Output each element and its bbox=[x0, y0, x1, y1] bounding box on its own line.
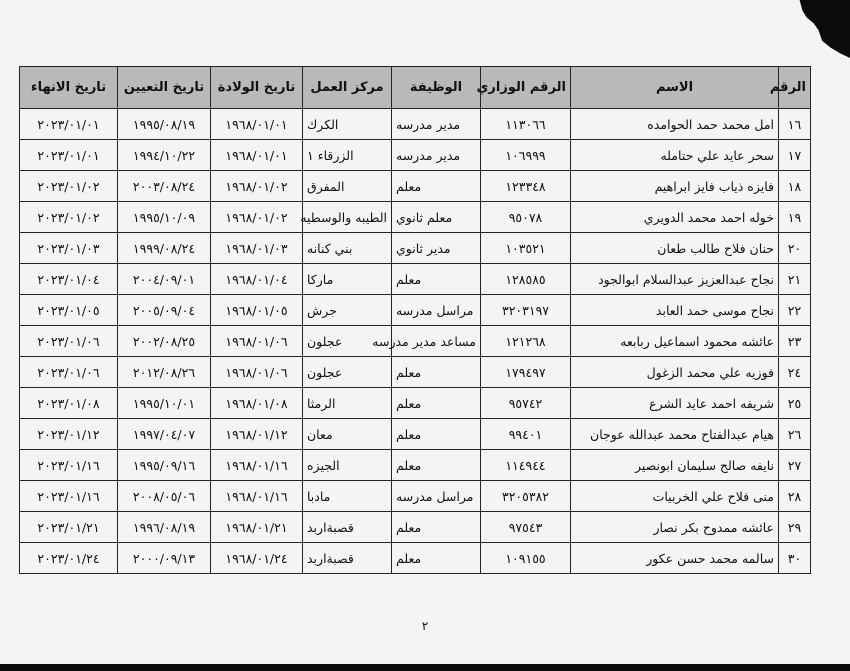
row-number: ٣٠ bbox=[779, 543, 811, 574]
ministry-id: ١٢٨٥٨٥ bbox=[481, 264, 571, 295]
work-center: جرش bbox=[303, 295, 392, 326]
end-date: ٢٠٢٣/٠١/٠٨ bbox=[20, 388, 118, 419]
table-row bbox=[20, 233, 811, 264]
table-row bbox=[20, 357, 811, 388]
employee-name: سحر عايد علي حتامله bbox=[571, 140, 779, 171]
table-row bbox=[20, 140, 811, 171]
job-title: معلم bbox=[392, 357, 481, 388]
appointment-date: ١٩٩٤/١٠/٢٢ bbox=[118, 140, 211, 171]
row-number: ٢٠ bbox=[779, 233, 811, 264]
job-title: مدير ثانوي bbox=[392, 233, 481, 264]
ministry-id: ١٧٩٤٩٧ bbox=[481, 357, 571, 388]
employee-name: نايفه صالح سليمان ابونصير bbox=[571, 450, 779, 481]
row-number: ٢٣ bbox=[779, 326, 811, 357]
end-date: ٢٠٢٣/٠١/٢٤ bbox=[20, 543, 118, 574]
appointment-date: ١٩٩٩/٠٨/٢٤ bbox=[118, 233, 211, 264]
row-number: ٢٦ bbox=[779, 419, 811, 450]
job-title: معلم bbox=[392, 543, 481, 574]
end-date: ٢٠٢٣/٠١/١٦ bbox=[20, 450, 118, 481]
appointment-date: ١٩٩٥/١٠/٠٩ bbox=[118, 202, 211, 233]
table-row bbox=[20, 326, 811, 357]
end-date: ٢٠٢٣/٠١/٠٦ bbox=[20, 357, 118, 388]
birth-date: ١٩٦٨/٠١/٠٦ bbox=[211, 326, 303, 357]
birth-date: ١٩٦٨/٠١/٠٨ bbox=[211, 388, 303, 419]
ministry-id: ١٠٣٥٢١ bbox=[481, 233, 571, 264]
table-row bbox=[20, 295, 811, 326]
row-number: ١٦ bbox=[779, 109, 811, 140]
work-center: معان bbox=[303, 419, 392, 450]
job-title: معلم ثانوي bbox=[392, 202, 481, 233]
header-number: الرقم bbox=[779, 67, 811, 109]
employee-name: عائشه ممدوح بكر نصار bbox=[571, 512, 779, 543]
table-row bbox=[20, 481, 811, 512]
birth-date: ١٩٦٨/٠١/٢٤ bbox=[211, 543, 303, 574]
birth-date: ١٩٦٨/٠١/١٦ bbox=[211, 450, 303, 481]
job-title: مراسل مدرسه bbox=[392, 295, 481, 326]
employee-name: عائشه محمود اسماعيل ربابعه bbox=[571, 326, 779, 357]
row-number: ١٨ bbox=[779, 171, 811, 202]
end-date: ٢٠٢٣/٠١/٠٣ bbox=[20, 233, 118, 264]
employee-name: فوزيه علي محمد الزغول bbox=[571, 357, 779, 388]
ministry-id: ٣٢٠٣١٩٧ bbox=[481, 295, 571, 326]
appointment-date: ١٩٩٥/٠٩/١٦ bbox=[118, 450, 211, 481]
birth-date: ١٩٦٨/٠١/٠٢ bbox=[211, 202, 303, 233]
ministry-id: ١١٣٠٦٦ bbox=[481, 109, 571, 140]
job-title: معلم bbox=[392, 419, 481, 450]
birth-date: ١٩٦٨/٠١/٠١ bbox=[211, 140, 303, 171]
end-date: ٢٠٢٣/٠١/٢١ bbox=[20, 512, 118, 543]
appointment-date: ٢٠٠٣/٠٨/٢٤ bbox=[118, 171, 211, 202]
birth-date: ١٩٦٨/٠١/١٦ bbox=[211, 481, 303, 512]
header-work-center: مركز العمل bbox=[303, 67, 392, 109]
table-row bbox=[20, 171, 811, 202]
end-date: ٢٠٢٣/٠١/٠٢ bbox=[20, 171, 118, 202]
row-number: ٢٢ bbox=[779, 295, 811, 326]
employee-name: خوله احمد محمد الدويري bbox=[571, 202, 779, 233]
row-number: ٢٨ bbox=[779, 481, 811, 512]
header-end-date: تاريخ الانهاء bbox=[20, 67, 118, 109]
ministry-id: ٩٩٤٠١ bbox=[481, 419, 571, 450]
job-title: معلم bbox=[392, 171, 481, 202]
row-number: ١٩ bbox=[779, 202, 811, 233]
table-row bbox=[20, 543, 811, 574]
table-row bbox=[20, 264, 811, 295]
work-center: مادبا bbox=[303, 481, 392, 512]
ministry-id: ١٠٩١٥٥ bbox=[481, 543, 571, 574]
appointment-date: ١٩٩٥/١٠/٠١ bbox=[118, 388, 211, 419]
end-date: ٢٠٢٣/٠١/١٦ bbox=[20, 481, 118, 512]
work-center: قصبةاربد bbox=[303, 543, 392, 574]
end-date: ٢٠٢٣/٠١/٠١ bbox=[20, 109, 118, 140]
appointment-date: ٢٠٠٠/٠٩/١٣ bbox=[118, 543, 211, 574]
work-center: الزرقاء ١ bbox=[303, 140, 392, 171]
birth-date: ١٩٦٨/٠١/٠٣ bbox=[211, 233, 303, 264]
work-center: الطيبه والوسطيه bbox=[303, 202, 392, 233]
end-date: ٢٠٢٣/٠١/٠٥ bbox=[20, 295, 118, 326]
row-number: ٢٤ bbox=[779, 357, 811, 388]
row-number: ٢٩ bbox=[779, 512, 811, 543]
scan-corner-blot bbox=[780, 0, 850, 58]
job-title: مدير مدرسه bbox=[392, 109, 481, 140]
header-appointment-date: تاريخ التعيين bbox=[118, 67, 211, 109]
ministry-id: ٣٢٠٥٣٨٢ bbox=[481, 481, 571, 512]
end-date: ٢٠٢٣/٠١/٠٢ bbox=[20, 202, 118, 233]
birth-date: ١٩٦٨/٠١/٠٢ bbox=[211, 171, 303, 202]
row-number: ٢٧ bbox=[779, 450, 811, 481]
end-date: ٢٠٢٣/٠١/٠١ bbox=[20, 140, 118, 171]
table-row bbox=[20, 512, 811, 543]
birth-date: ١٩٦٨/٠١/٢١ bbox=[211, 512, 303, 543]
row-number: ١٧ bbox=[779, 140, 811, 171]
ministry-id: ٩٥٠٧٨ bbox=[481, 202, 571, 233]
birth-date: ١٩٦٨/٠١/٠٦ bbox=[211, 357, 303, 388]
employee-name: حنان فلاح طالب طعان bbox=[571, 233, 779, 264]
scan-bottom-edge bbox=[0, 664, 850, 671]
ministry-id: ١٠٦٩٩٩ bbox=[481, 140, 571, 171]
work-center: المفرق bbox=[303, 171, 392, 202]
work-center: بني كنانه bbox=[303, 233, 392, 264]
work-center: الجيزه bbox=[303, 450, 392, 481]
employee-name: منى فلاح علي الخربيات bbox=[571, 481, 779, 512]
end-date: ٢٠٢٣/٠١/٠٦ bbox=[20, 326, 118, 357]
work-center: الكرك bbox=[303, 109, 392, 140]
end-date: ٢٠٢٣/٠١/١٢ bbox=[20, 419, 118, 450]
end-date: ٢٠٢٣/٠١/٠٤ bbox=[20, 264, 118, 295]
appointment-date: ٢٠٠٤/٠٩/٠١ bbox=[118, 264, 211, 295]
appointment-date: ١٩٩٧/٠٤/٠٧ bbox=[118, 419, 211, 450]
appointment-date: ٢٠١٢/٠٨/٢٦ bbox=[118, 357, 211, 388]
employee-name: نجاح عبدالعزيز عبدالسلام ابوالجود bbox=[571, 264, 779, 295]
ministry-id: ١١٤٩٤٤ bbox=[481, 450, 571, 481]
appointment-date: ١٩٩٦/٠٨/١٩ bbox=[118, 512, 211, 543]
header-job: الوظيفة bbox=[392, 67, 481, 109]
retirement-table bbox=[19, 66, 811, 574]
birth-date: ١٩٦٨/٠١/٠٤ bbox=[211, 264, 303, 295]
employee-name: امل محمد حمد الحوامده bbox=[571, 109, 779, 140]
table-row bbox=[20, 419, 811, 450]
appointment-date: ٢٠٠٢/٠٨/٢٥ bbox=[118, 326, 211, 357]
work-center: قصبةاربد bbox=[303, 512, 392, 543]
job-title: مساعد مدير مدرسه bbox=[392, 326, 481, 357]
job-title: مدير مدرسه bbox=[392, 140, 481, 171]
work-center: عجلون bbox=[303, 357, 392, 388]
table-row bbox=[20, 202, 811, 233]
employee-name: سالمه محمد حسن عكور bbox=[571, 543, 779, 574]
header-ministry-id: الرقم الوزاري bbox=[481, 67, 571, 109]
table-row bbox=[20, 450, 811, 481]
table-row bbox=[20, 109, 811, 140]
employee-name: هيام عبدالفتاح محمد عبدالله عوجان bbox=[571, 419, 779, 450]
birth-date: ١٩٦٨/٠١/١٢ bbox=[211, 419, 303, 450]
header-name: الاسم bbox=[571, 67, 779, 109]
work-center: الرمثا bbox=[303, 388, 392, 419]
appointment-date: ١٩٩٥/٠٨/١٩ bbox=[118, 109, 211, 140]
ministry-id: ١٢٣٣٤٨ bbox=[481, 171, 571, 202]
birth-date: ١٩٦٨/٠١/٠٥ bbox=[211, 295, 303, 326]
table-row bbox=[20, 388, 811, 419]
appointment-date: ٢٠٠٨/٠٥/٠٦ bbox=[118, 481, 211, 512]
header-row bbox=[20, 67, 811, 109]
row-number: ٢١ bbox=[779, 264, 811, 295]
job-title: مراسل مدرسه bbox=[392, 481, 481, 512]
ministry-id: ٩٥٧٤٢ bbox=[481, 388, 571, 419]
header-birth-date: تاريخ الولادة bbox=[211, 67, 303, 109]
work-center: ماركا bbox=[303, 264, 392, 295]
work-center: عجلون bbox=[303, 326, 392, 357]
page-number: ٢ bbox=[421, 619, 429, 633]
employee-name: فايزه ذياب فايز ابراهيم bbox=[571, 171, 779, 202]
employee-name: شريفه احمد عايد الشرع bbox=[571, 388, 779, 419]
job-title: معلم bbox=[392, 512, 481, 543]
job-title: معلم bbox=[392, 388, 481, 419]
ministry-id: ٩٧٥٤٣ bbox=[481, 512, 571, 543]
row-number: ٢٥ bbox=[779, 388, 811, 419]
job-title: معلم bbox=[392, 450, 481, 481]
job-title: معلم bbox=[392, 264, 481, 295]
employee-name: نجاح موسى حمد العابد bbox=[571, 295, 779, 326]
appointment-date: ٢٠٠٥/٠٩/٠٤ bbox=[118, 295, 211, 326]
ministry-id: ١٢١٢٦٨ bbox=[481, 326, 571, 357]
birth-date: ١٩٦٨/٠١/٠١ bbox=[211, 109, 303, 140]
